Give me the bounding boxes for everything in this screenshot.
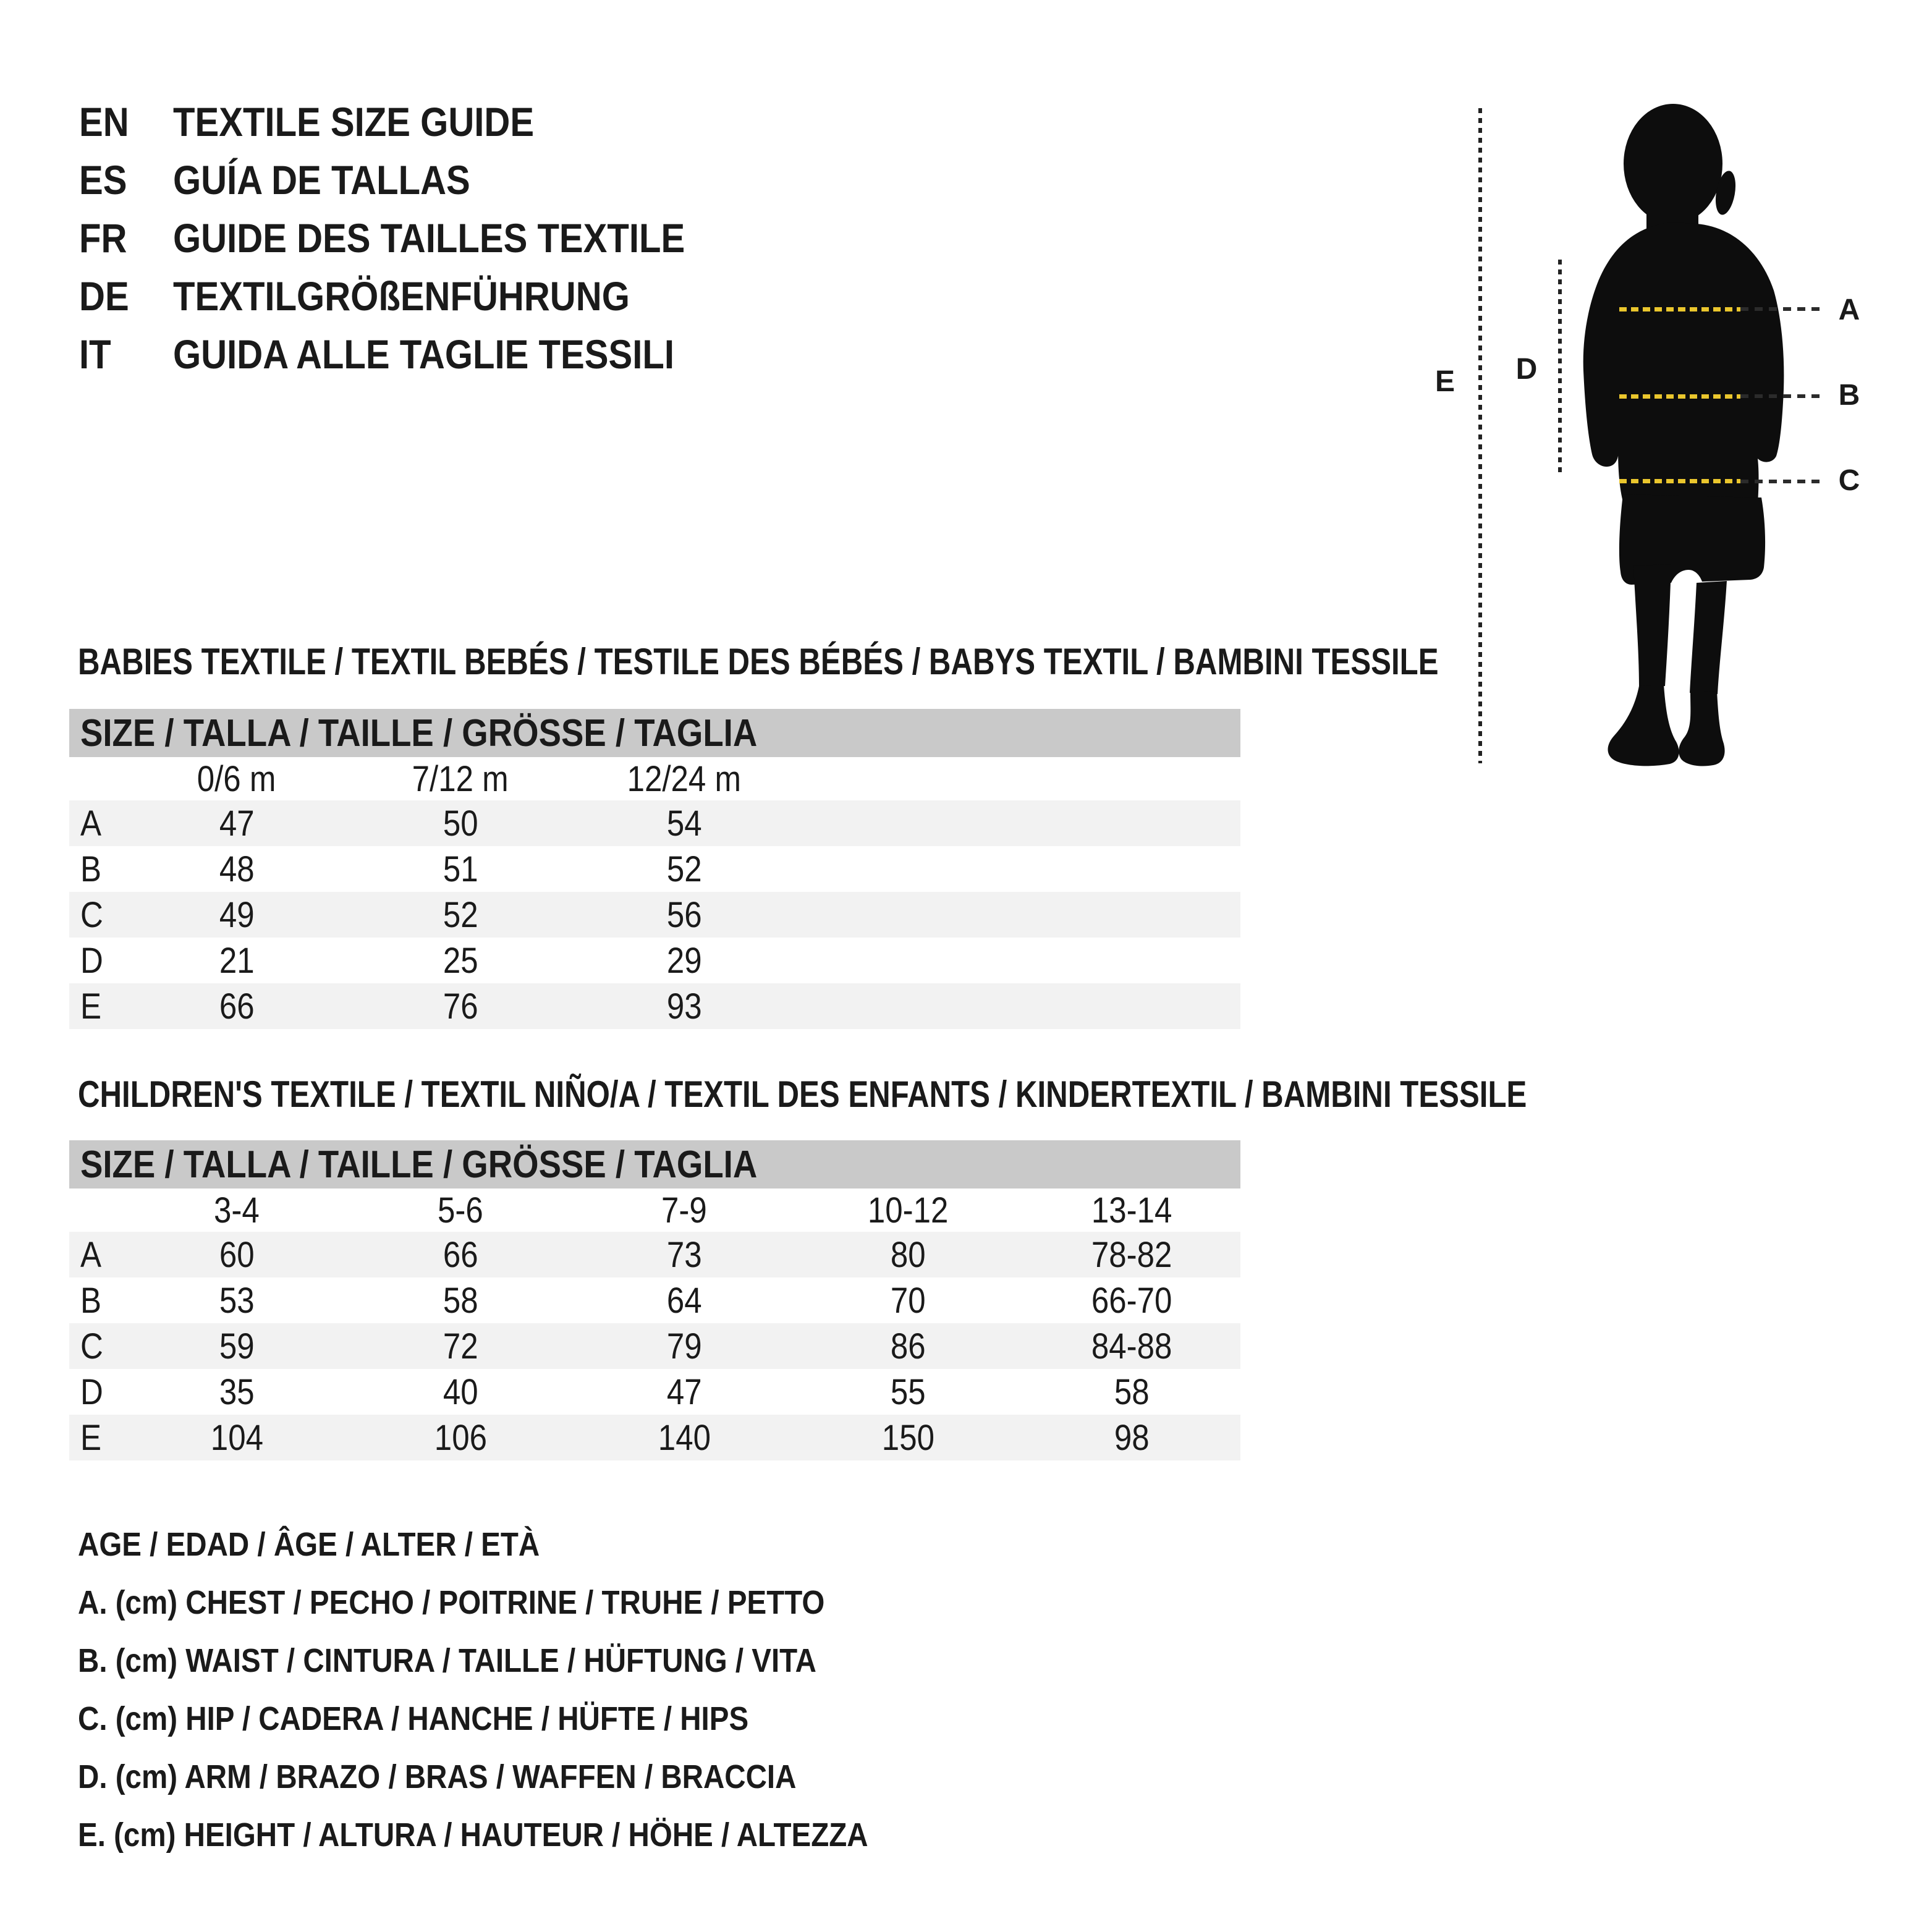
lang-row-fr (79, 209, 755, 267)
children-column-header-row (69, 1188, 1240, 1232)
chest-measure-dash-yellow (1619, 307, 1740, 311)
waist-measure-dash-extension (1740, 394, 1823, 398)
table-cell: 54 (666, 803, 702, 844)
table-row (69, 938, 1240, 983)
column-header: 10-12 (867, 1190, 949, 1231)
silhouette-left-shoe (1608, 685, 1679, 766)
legend-row-chest: A. (cm) CHEST / PECHO / POITRINE / TRUHE / PETTO (78, 1584, 825, 1621)
babies-column-header-row (69, 757, 1240, 800)
table-cell: 66-70 (1091, 1280, 1172, 1321)
measure-label-c: C (1838, 464, 1860, 497)
column-header: 12/24 m (627, 758, 742, 799)
column-header: 0/6 m (197, 758, 276, 799)
table-cell: 93 (666, 986, 702, 1027)
babies-size-header-bar: SIZE / TALLA / TAILLE / GRÖSSE / TAGLIA (69, 709, 1240, 757)
row-label: B (80, 849, 102, 889)
table-row (69, 983, 1240, 1029)
legend-row-waist: B. (cm) WAIST / CINTURA / TAILLE / HÜFTUNG / VITA (78, 1642, 816, 1679)
table-cell: 78-82 (1091, 1234, 1172, 1275)
lang-row-de (79, 267, 755, 325)
measure-label-a: A (1838, 294, 1860, 326)
arm-measure-line-d (1558, 260, 1562, 473)
table-cell: 64 (666, 1280, 702, 1321)
measure-label-e: E (1434, 365, 1455, 398)
table-row (69, 1415, 1240, 1460)
table-cell: 50 (443, 803, 478, 844)
column-header: 3-4 (214, 1190, 260, 1231)
lang-row-es (79, 151, 755, 209)
row-label: C (80, 894, 103, 935)
lang-title: TEXTILGRÖßENFÜHRUNG (173, 273, 630, 319)
row-label: B (80, 1280, 102, 1321)
hip-measure-dash-extension (1740, 480, 1823, 483)
babies-size-table (69, 709, 1240, 1029)
legend-row-height: E. (cm) HEIGHT / ALTURA / HAUTEUR / HÖHE / ALTEZZA (78, 1816, 868, 1854)
table-cell: 53 (219, 1280, 255, 1321)
lang-code: FR (79, 215, 127, 261)
table-cell: 58 (443, 1280, 478, 1321)
table-cell: 29 (666, 940, 702, 981)
children-section-title: CHILDREN'S TEXTILE / TEXTIL NIÑO/A / TEXTIL DES ENFANTS / KINDERTEXTIL / BAMBINI TESSILE (78, 1074, 1527, 1115)
table-cell: 25 (443, 940, 478, 981)
table-cell: 72 (443, 1326, 478, 1366)
column-header: 7/12 m (412, 758, 509, 799)
language-title-block (79, 93, 755, 383)
table-cell: 150 (881, 1417, 934, 1458)
table-cell: 76 (443, 986, 478, 1027)
legend-row-hip: C. (cm) HIP / CADERA / HANCHE / HÜFTE / HIPS (78, 1700, 749, 1737)
lang-row-en (79, 93, 755, 151)
chest-measure-dash-extension (1740, 307, 1823, 311)
lang-title: TEXTILE SIZE GUIDE (173, 99, 535, 145)
table-cell: 86 (890, 1326, 926, 1366)
lang-row-it (79, 325, 755, 383)
table-cell: 56 (666, 894, 702, 935)
row-label: E (80, 986, 102, 1027)
column-header: 7-9 (661, 1190, 707, 1231)
table-cell: 47 (666, 1371, 702, 1412)
children-size-header-bar: SIZE / TALLA / TAILLE / GRÖSSE / TAGLIA (69, 1140, 1240, 1188)
table-cell: 49 (219, 894, 255, 935)
table-row (69, 1277, 1240, 1323)
lang-title: GUÍA DE TALLAS (173, 157, 470, 203)
table-cell: 21 (219, 940, 255, 981)
table-cell: 51 (443, 849, 478, 889)
table-cell: 98 (1114, 1417, 1150, 1458)
waist-measure-dash-yellow (1619, 394, 1740, 399)
legend-row-age: AGE / EDAD / ÂGE / ALTER / ETÀ (78, 1526, 540, 1563)
lang-code: EN (79, 99, 129, 145)
lang-title: GUIDA ALLE TAGLIE TESSILI (173, 331, 674, 377)
table-row (69, 800, 1240, 846)
table-cell: 80 (890, 1234, 926, 1275)
babies-section-title: BABIES TEXTILE / TEXTIL BEBÉS / TESTILE DES BÉBÉS / BABYS TEXTIL / BAMBINI TESSILE (78, 641, 1439, 682)
row-label: A (80, 1234, 102, 1275)
table-cell: 59 (219, 1326, 255, 1366)
table-cell: 40 (443, 1371, 478, 1412)
table-cell: 70 (890, 1280, 926, 1321)
measurement-legend (78, 1515, 976, 1864)
table-cell: 140 (658, 1417, 711, 1458)
table-row (69, 1369, 1240, 1415)
table-cell: 55 (890, 1371, 926, 1412)
table-row (69, 1323, 1240, 1369)
table-cell: 58 (1114, 1371, 1150, 1412)
silhouette-shirt (1583, 222, 1784, 516)
table-cell: 52 (443, 894, 478, 935)
lang-code: DE (79, 273, 129, 319)
children-size-table (69, 1140, 1240, 1460)
row-label: A (80, 803, 102, 844)
table-cell: 52 (666, 849, 702, 889)
table-cell: 48 (219, 849, 255, 889)
table-row (69, 892, 1240, 938)
column-header: 5-6 (438, 1190, 483, 1231)
table-cell: 106 (434, 1417, 487, 1458)
table-row (69, 846, 1240, 892)
table-cell: 35 (219, 1371, 255, 1412)
table-cell: 66 (219, 986, 255, 1027)
measure-label-b: B (1838, 379, 1860, 412)
hip-measure-dash-yellow (1619, 479, 1740, 483)
row-label: C (80, 1326, 103, 1366)
table-cell: 66 (443, 1234, 478, 1275)
column-header: 13-14 (1091, 1190, 1172, 1231)
lang-code: ES (79, 157, 127, 203)
table-cell: 73 (666, 1234, 702, 1275)
silhouette-right-shoe (1679, 691, 1724, 766)
row-label: D (80, 940, 103, 981)
table-cell: 84-88 (1091, 1326, 1172, 1366)
table-cell: 79 (666, 1326, 702, 1366)
table-cell: 47 (219, 803, 255, 844)
lang-code: IT (79, 331, 111, 377)
row-label: D (80, 1371, 103, 1412)
table-cell: 60 (219, 1234, 255, 1275)
table-cell: 104 (210, 1417, 263, 1458)
row-label: E (80, 1417, 102, 1458)
lang-title: GUIDE DES TAILLES TEXTILE (173, 215, 685, 261)
legend-row-arm: D. (cm) ARM / BRAZO / BRAS / WAFFEN / BRACCIA (78, 1758, 797, 1795)
table-row (69, 1232, 1240, 1277)
measure-label-d: D (1515, 353, 1538, 386)
